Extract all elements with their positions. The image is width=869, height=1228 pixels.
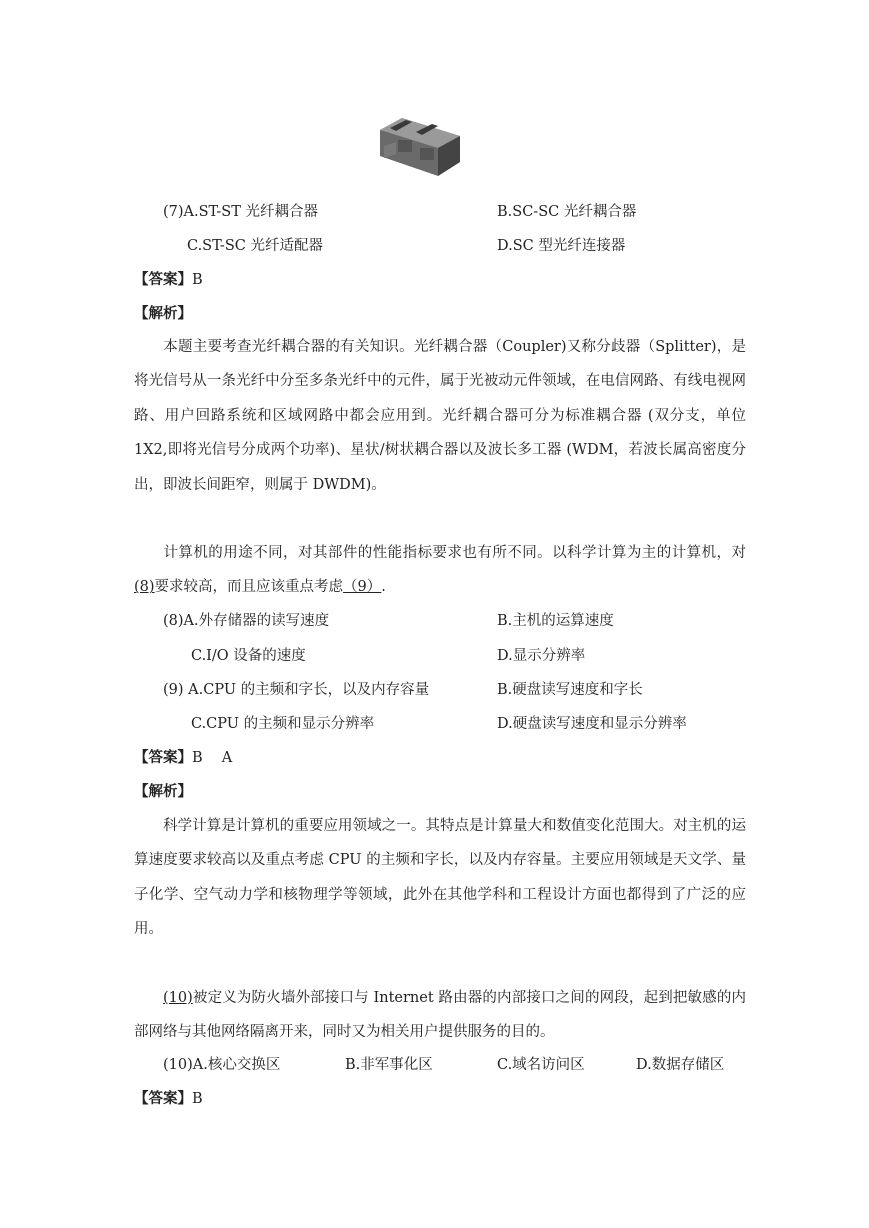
q8-9-analysis-label: 【解析】 xyxy=(134,784,192,800)
q7-analysis-label: 【解析】 xyxy=(134,306,192,322)
q8-9-stem: 计算机的用途不同，对其部件的性能指标要求也有所不同。以科学计算为主的计算机，对(8)要求较高，而且应该重点考虑（9）. xyxy=(134,545,746,596)
q7-option-c: C.ST-SC 光纤适配器 xyxy=(187,238,323,254)
q8-option-b: B.主机的运算速度 xyxy=(497,613,614,629)
q7-option-d: D.SC 型光纤连接器 xyxy=(497,238,626,254)
q7-analysis-text: 本题主要考查光纤耦合器的有关知识。光纤耦合器（Coupler)又称分歧器（Splitter)，是将光信号从一条光纤中分至多条光纤中的元件，属于光被动元件领域，在电信网路、有线电视网路、用户回路系统和区域网路中都会应用到。光纤耦合器可分为标准耦合器 (双分支，单位 1X2,即将光信号分成两个功率)、星状/树状耦合器以及波长多工器 (WDM，若波长属高密度分出，即波长间距窄，则属于 DWDM)。 xyxy=(134,339,746,493)
q8-9-analysis-text: 科学计算是计算机的重要应用领域之一。其特点是计算量大和数值变化范围大。对主机的运算速度要求较高以及重点考虑 CPU 的主频和字长，以及内存容量。主要应用领域是天文学、量子化学、空气动力学和核物理学等领域，此外在其他学科和工程设计方面也都得到了广泛的应用。 xyxy=(134,818,746,938)
q7-answer xyxy=(134,270,203,290)
q9-option-b: B.硬盘读写速度和字长 xyxy=(497,682,643,698)
blank-9: （9） xyxy=(343,579,382,596)
q10-stem: (10)被定义为防火墙外部接口与 Internet 路由器的内部接口之间的网段，起到把敏感的内部网络与其他网络隔离开来，同时又为相关用户提供服务的目的。 xyxy=(134,990,746,1041)
q10-option-d: D.数据存储区 xyxy=(636,1057,725,1073)
q8-9-answer xyxy=(134,748,232,768)
q9-option-a: (9) A.CPU 的主频和字长，以及内存容量 xyxy=(163,682,430,698)
answer-label: 【答案】 xyxy=(134,272,192,288)
q10-answer xyxy=(134,1089,203,1109)
blank-10: (10) xyxy=(163,990,193,1006)
q10-option-a: (10)A.核心交换区 xyxy=(163,1057,281,1073)
blank-8: (8) xyxy=(134,579,155,596)
q8-option-a: (8)A.外存储器的读写速度 xyxy=(163,613,330,629)
answer-value: B A xyxy=(192,750,233,766)
answer-label: 【答案】 xyxy=(134,1091,192,1107)
answer-value: B xyxy=(192,1091,203,1107)
fiber-coupler-image xyxy=(372,100,468,190)
answer-value: B xyxy=(192,272,203,288)
q7-option-b: B.SC-SC 光纤耦合器 xyxy=(497,204,637,220)
q10-option-c: C.域名访问区 xyxy=(497,1057,585,1073)
q7-option-a: (7)A.ST-ST 光纤耦合器 xyxy=(163,204,318,220)
answer-label: 【答案】 xyxy=(134,750,192,766)
q10-option-b: B.非军事化区 xyxy=(345,1057,433,1073)
q9-option-c: C.CPU 的主频和显示分辨率 xyxy=(191,716,375,732)
q8-option-c: C.I/O 设备的速度 xyxy=(191,648,306,664)
q9-option-d: D.硬盘读写速度和显示分辨率 xyxy=(497,716,687,732)
q8-option-d: D.显示分辨率 xyxy=(497,648,586,664)
